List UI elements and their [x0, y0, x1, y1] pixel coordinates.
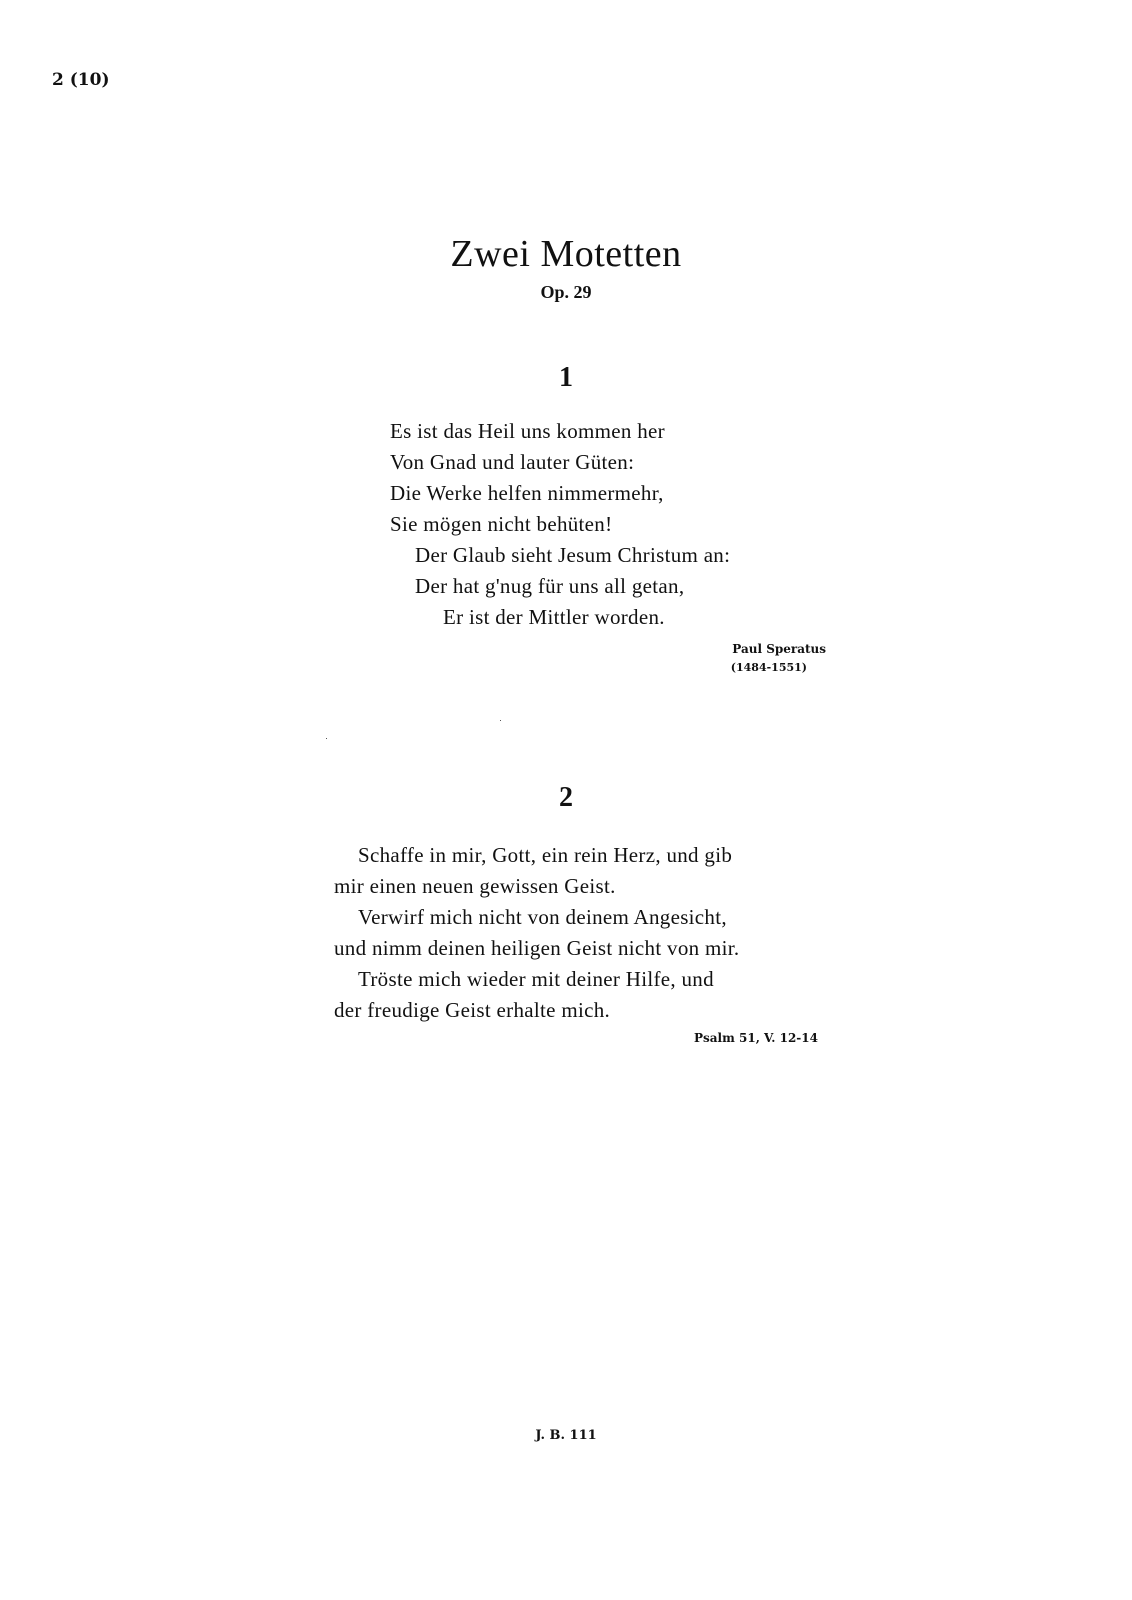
verse-line: der freudige Geist erhalte mich. — [334, 998, 611, 1022]
page-title: Zwei Motetten — [450, 233, 682, 275]
scan-speck — [500, 720, 501, 721]
verse-line: Der hat g'nug für uns all getan, — [415, 574, 685, 598]
opus-number: Op. 29 — [540, 282, 592, 302]
verse-line: mir einen neuen gewissen Geist. — [334, 874, 616, 898]
scan-speck — [326, 738, 327, 739]
verse-line: Der Glaub sieht Jesum Christum an: — [415, 543, 731, 567]
verse-line: Verwirf mich nicht von deinem Angesicht, — [358, 905, 727, 929]
section-number-2: 2 — [559, 782, 573, 813]
publisher-plate-number: J. B. 111 — [535, 1428, 597, 1443]
verse-line: und nimm deinen heiligen Geist nicht von mir. — [334, 936, 740, 960]
verse-line: Schaffe in mir, Gott, ein rein Herz, und gib — [358, 843, 733, 867]
author-name: Paul Speratus — [732, 642, 826, 656]
verse-line: Er ist der Mittler worden. — [443, 605, 665, 629]
verse-line: Tröste mich wieder mit deiner Hilfe, und — [358, 967, 714, 991]
verse-line: Es ist das Heil uns kommen her — [390, 419, 665, 443]
page-number: 2 (10) — [52, 70, 110, 90]
verse-line: Sie mögen nicht behüten! — [390, 512, 613, 536]
author-dates: (1484-1551) — [730, 661, 807, 674]
psalm-source: Psalm 51, V. 12-14 — [694, 1031, 818, 1045]
verse-line: Von Gnad und lauter Güten: — [390, 450, 635, 474]
verse-line: Die Werke helfen nimmermehr, — [390, 481, 664, 505]
section-number-1: 1 — [559, 362, 573, 393]
